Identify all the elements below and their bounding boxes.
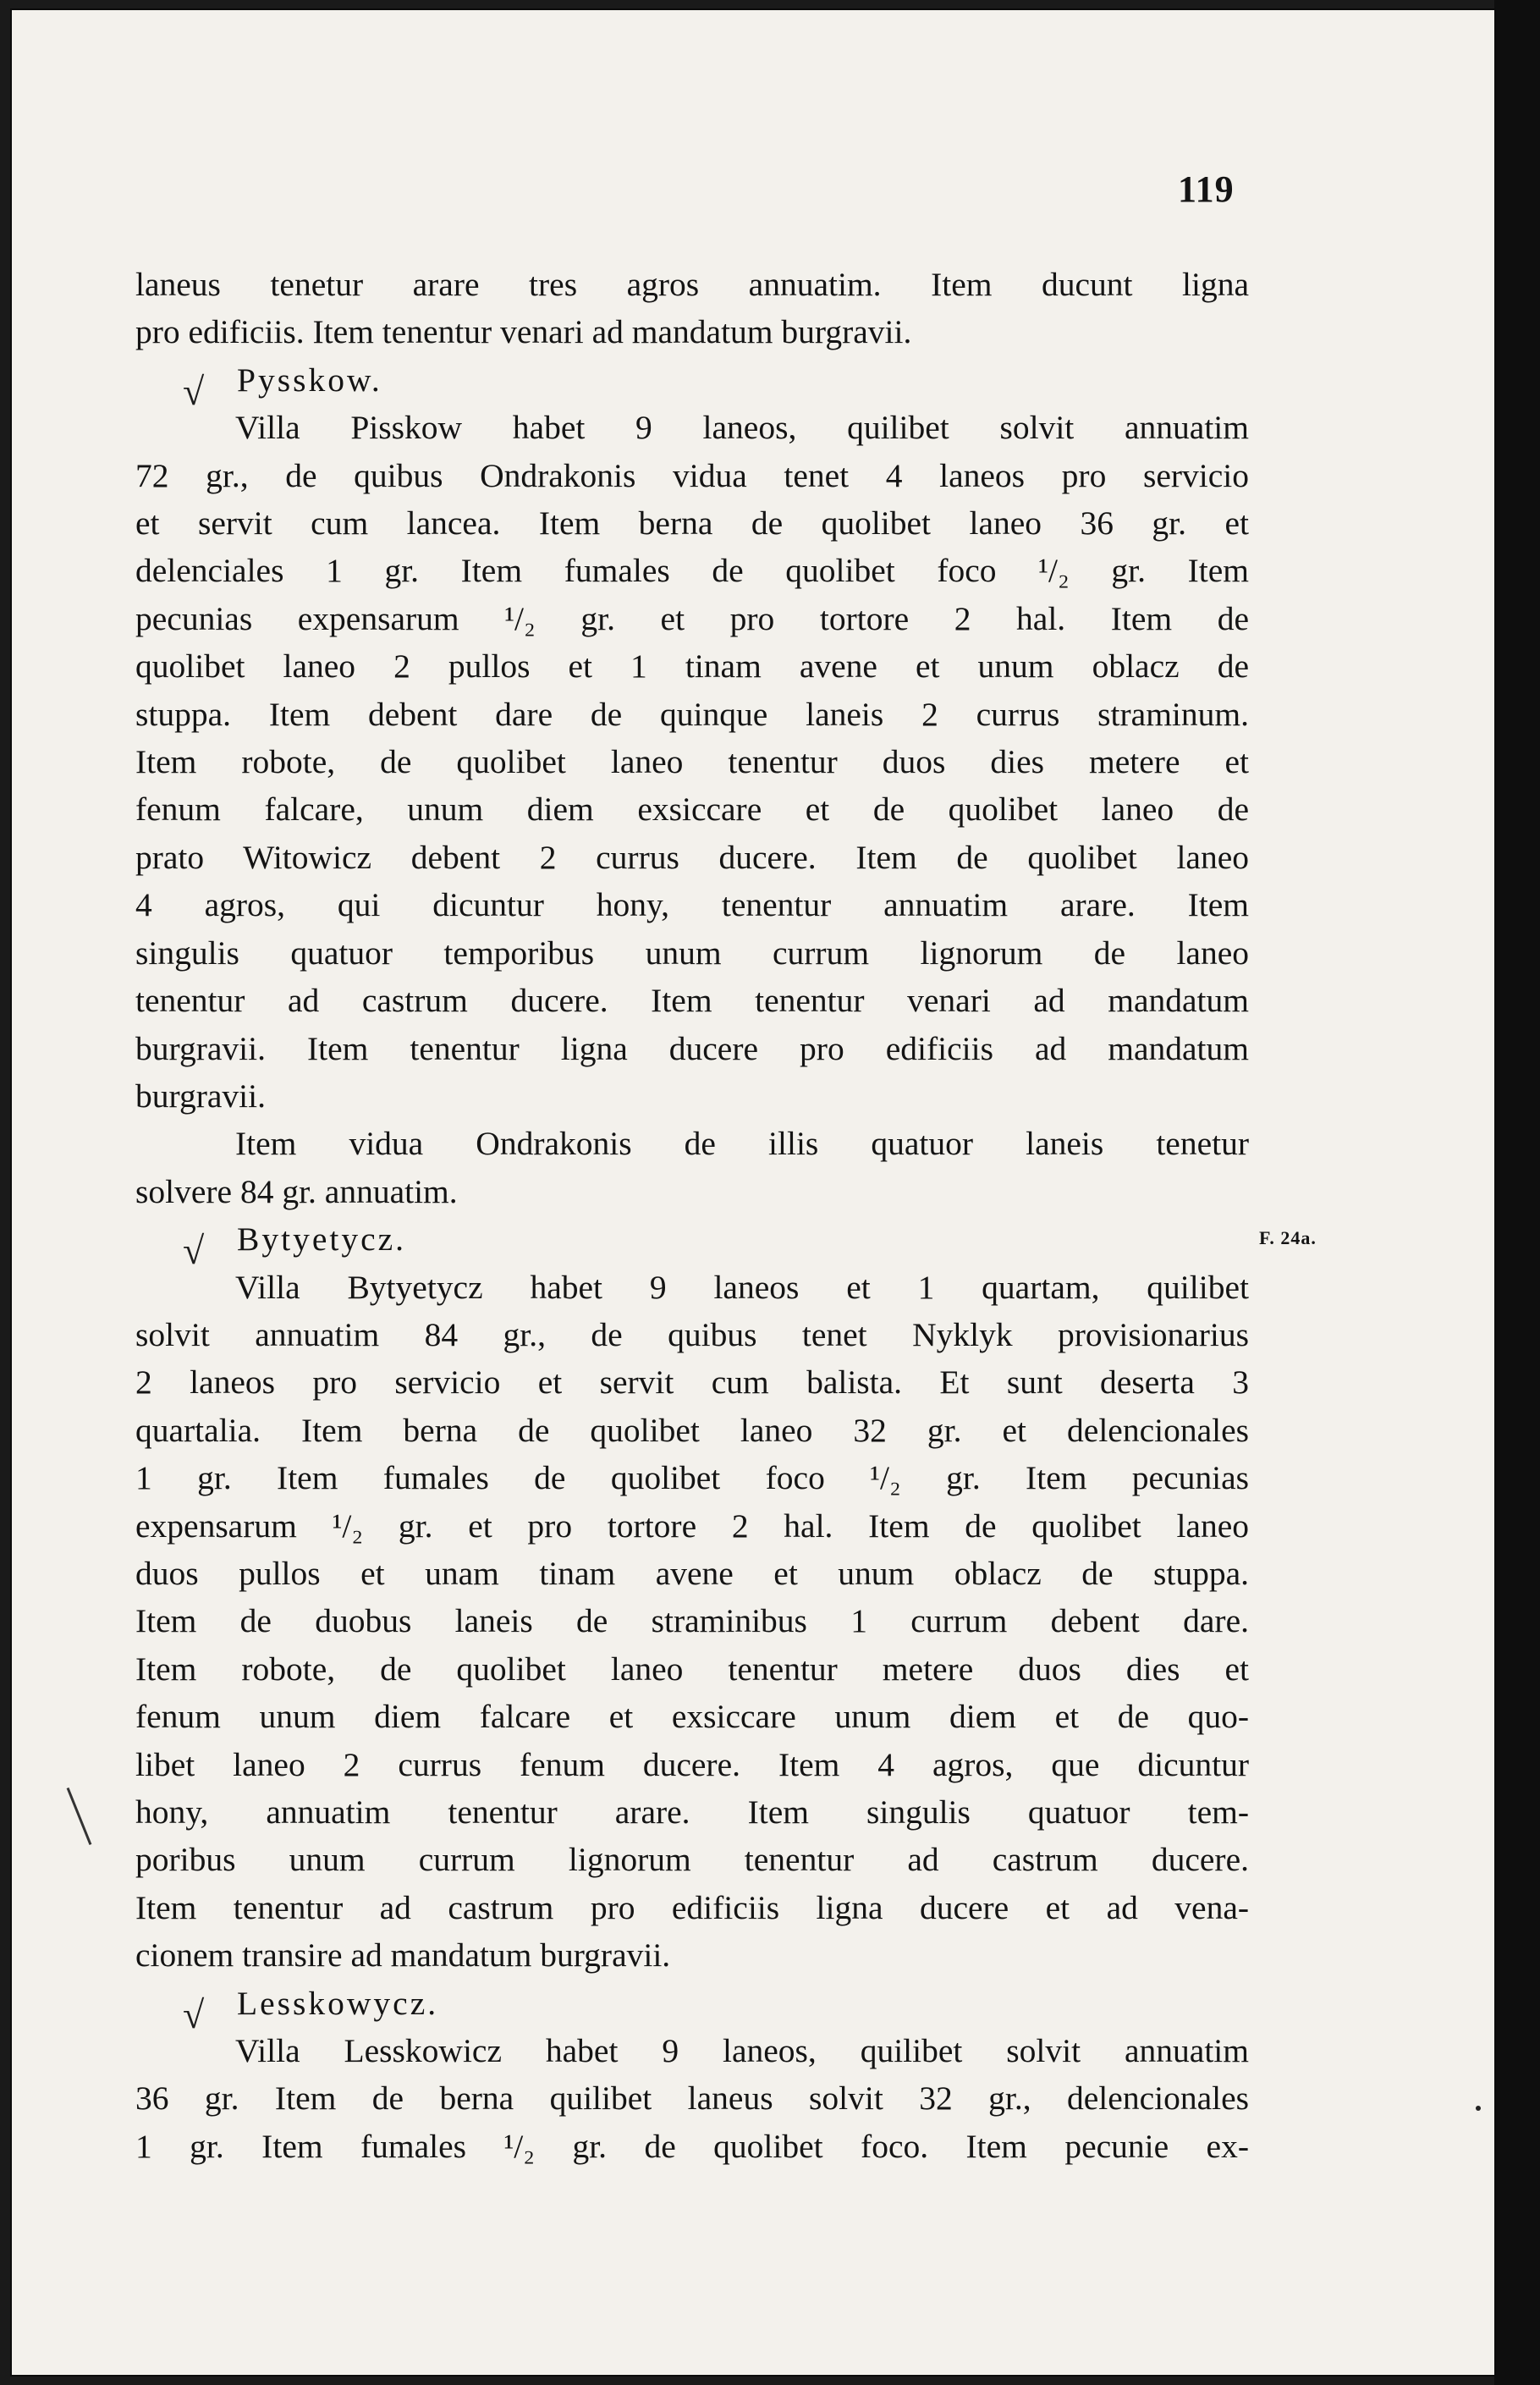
margin-folio-note: F. 24a.	[1259, 1227, 1317, 1248]
entry-heading-text: Lesskowycz.	[237, 1984, 439, 2022]
body-text	[135, 261, 1249, 2170]
text-line: solvere 84 gr. annuatim.	[135, 1172, 458, 1210]
text-line: prato Witowicz debent 2 currus ducere. Item de quolibet laneo	[135, 838, 1249, 876]
text-line: duos pullos et unam tinam avene et unum oblacz de stuppa.	[135, 1554, 1249, 1592]
text-line: pecunias expensarum ¹/₂ gr. et pro tortore 2 hal. Item de	[135, 599, 1249, 637]
text-line: 1 gr. Item fumales de quolibet foco ¹/₂ gr. Item pecunias	[135, 1459, 1249, 1497]
text-line: poribus unum currum lignorum tenentur ad castrum ducere.	[135, 1841, 1249, 1879]
text-line: libet laneo 2 currus fenum ducere. Item 4 agros, que dicuntur	[135, 1745, 1249, 1783]
ink-speck	[1476, 2106, 1481, 2111]
text-line: 36 gr. Item de berna quilibet laneus solvit 32 gr., delencionales	[135, 2079, 1249, 2118]
checkmark-icon: √	[183, 1229, 207, 1273]
text-line: fenum unum diem falcare et exsiccare unum diem et de quo-	[135, 1698, 1249, 1736]
margin-stroke	[67, 1787, 92, 1845]
entry-heading	[135, 1980, 1249, 2036]
text-line: quartalia. Item berna de quolibet laneo 32 gr. et delencionales	[135, 1411, 1249, 1449]
text-line: 4 agros, qui dicuntur hony, tenentur annuatim arare. Item	[135, 886, 1249, 924]
entry-heading-text: Bytyetycz.	[237, 1220, 407, 1259]
text-line: Item robote, de quolibet laneo tenentur metere duos dies et	[135, 1650, 1249, 1688]
text-line: stuppa. Item debent dare de quinque laneis 2 currus straminum.	[135, 695, 1249, 733]
text-line: Villa Pisskow habet 9 laneos, quilibet solvit annuatim	[235, 409, 1249, 447]
text-line: Villa Lesskowicz habet 9 laneos, quilibet solvit annuatim	[235, 2032, 1249, 2070]
checkmark-icon: √	[183, 369, 207, 413]
text-line: Villa Bytyetycz habet 9 laneos et 1 quartam, quilibet	[235, 1268, 1249, 1306]
text-line: tenentur ad castrum ducere. Item tenentur venari ad mandatum	[135, 982, 1249, 1020]
page-number: 119	[1178, 168, 1235, 210]
text-line: burgravii. Item tenentur ligna ducere pro edificiis ad mandatum	[135, 1029, 1249, 1067]
page-sheet	[12, 10, 1494, 2375]
text-line: 72 gr., de quibus Ondrakonis vidua tenet 4 laneos pro servicio	[135, 456, 1249, 494]
text-line: pro edificiis. Item tenentur venari ad mandatum burgravii.	[135, 313, 912, 351]
scan-border	[1494, 0, 1540, 2385]
text-line: hony, annuatim tenentur arare. Item singulis quatuor tem-	[135, 1793, 1249, 1831]
text-line: laneus tenetur arare tres agros annuatim. Item ducunt ligna	[135, 266, 1249, 303]
text-line: cionem transire ad mandatum burgravii.	[135, 1936, 671, 1975]
text-line: delenciales 1 gr. Item fumales de quolibet foco ¹/₂ gr. Item	[135, 552, 1249, 590]
text-line: Item robote, de quolibet laneo tenentur duos dies metere et	[135, 743, 1249, 781]
entry-heading	[135, 356, 1249, 413]
checkmark-icon: √	[183, 1992, 207, 2036]
entry-heading	[135, 1215, 1249, 1273]
text-line: 1 gr. Item fumales ¹/₂ gr. de quolibet foco. Item pecunie ex-	[135, 2127, 1249, 2165]
text-line: quolibet laneo 2 pullos et 1 tinam avene et unum oblacz de	[135, 647, 1249, 686]
entry-heading-text: Pysskow.	[237, 361, 382, 399]
text-line: burgravii.	[135, 1077, 266, 1115]
text-line: singulis quatuor temporibus unum currum lignorum de laneo	[135, 934, 1249, 972]
text-line: Item tenentur ad castrum pro edificiis ligna ducere et ad vena-	[135, 1888, 1249, 1926]
text-line: solvit annuatim 84 gr., de quibus tenet Nyklyk provisionarius	[135, 1315, 1249, 1353]
text-line: et servit cum lancea. Item berna de quolibet laneo 36 gr. et	[135, 504, 1249, 543]
text-line: expensarum ¹/₂ gr. et pro tortore 2 hal. Item de quolibet laneo	[135, 1506, 1249, 1545]
text-line: 2 laneos pro servicio et servit cum balista. Et sunt deserta 3	[135, 1363, 1249, 1402]
text-line: Item de duobus laneis de straminibus 1 currum debent dare.	[135, 1602, 1249, 1640]
text-line: fenum falcare, unum diem exsiccare et de quolibet laneo de	[135, 790, 1249, 829]
text-line: Item vidua Ondrakonis de illis quatuor laneis tenetur	[235, 1125, 1249, 1163]
